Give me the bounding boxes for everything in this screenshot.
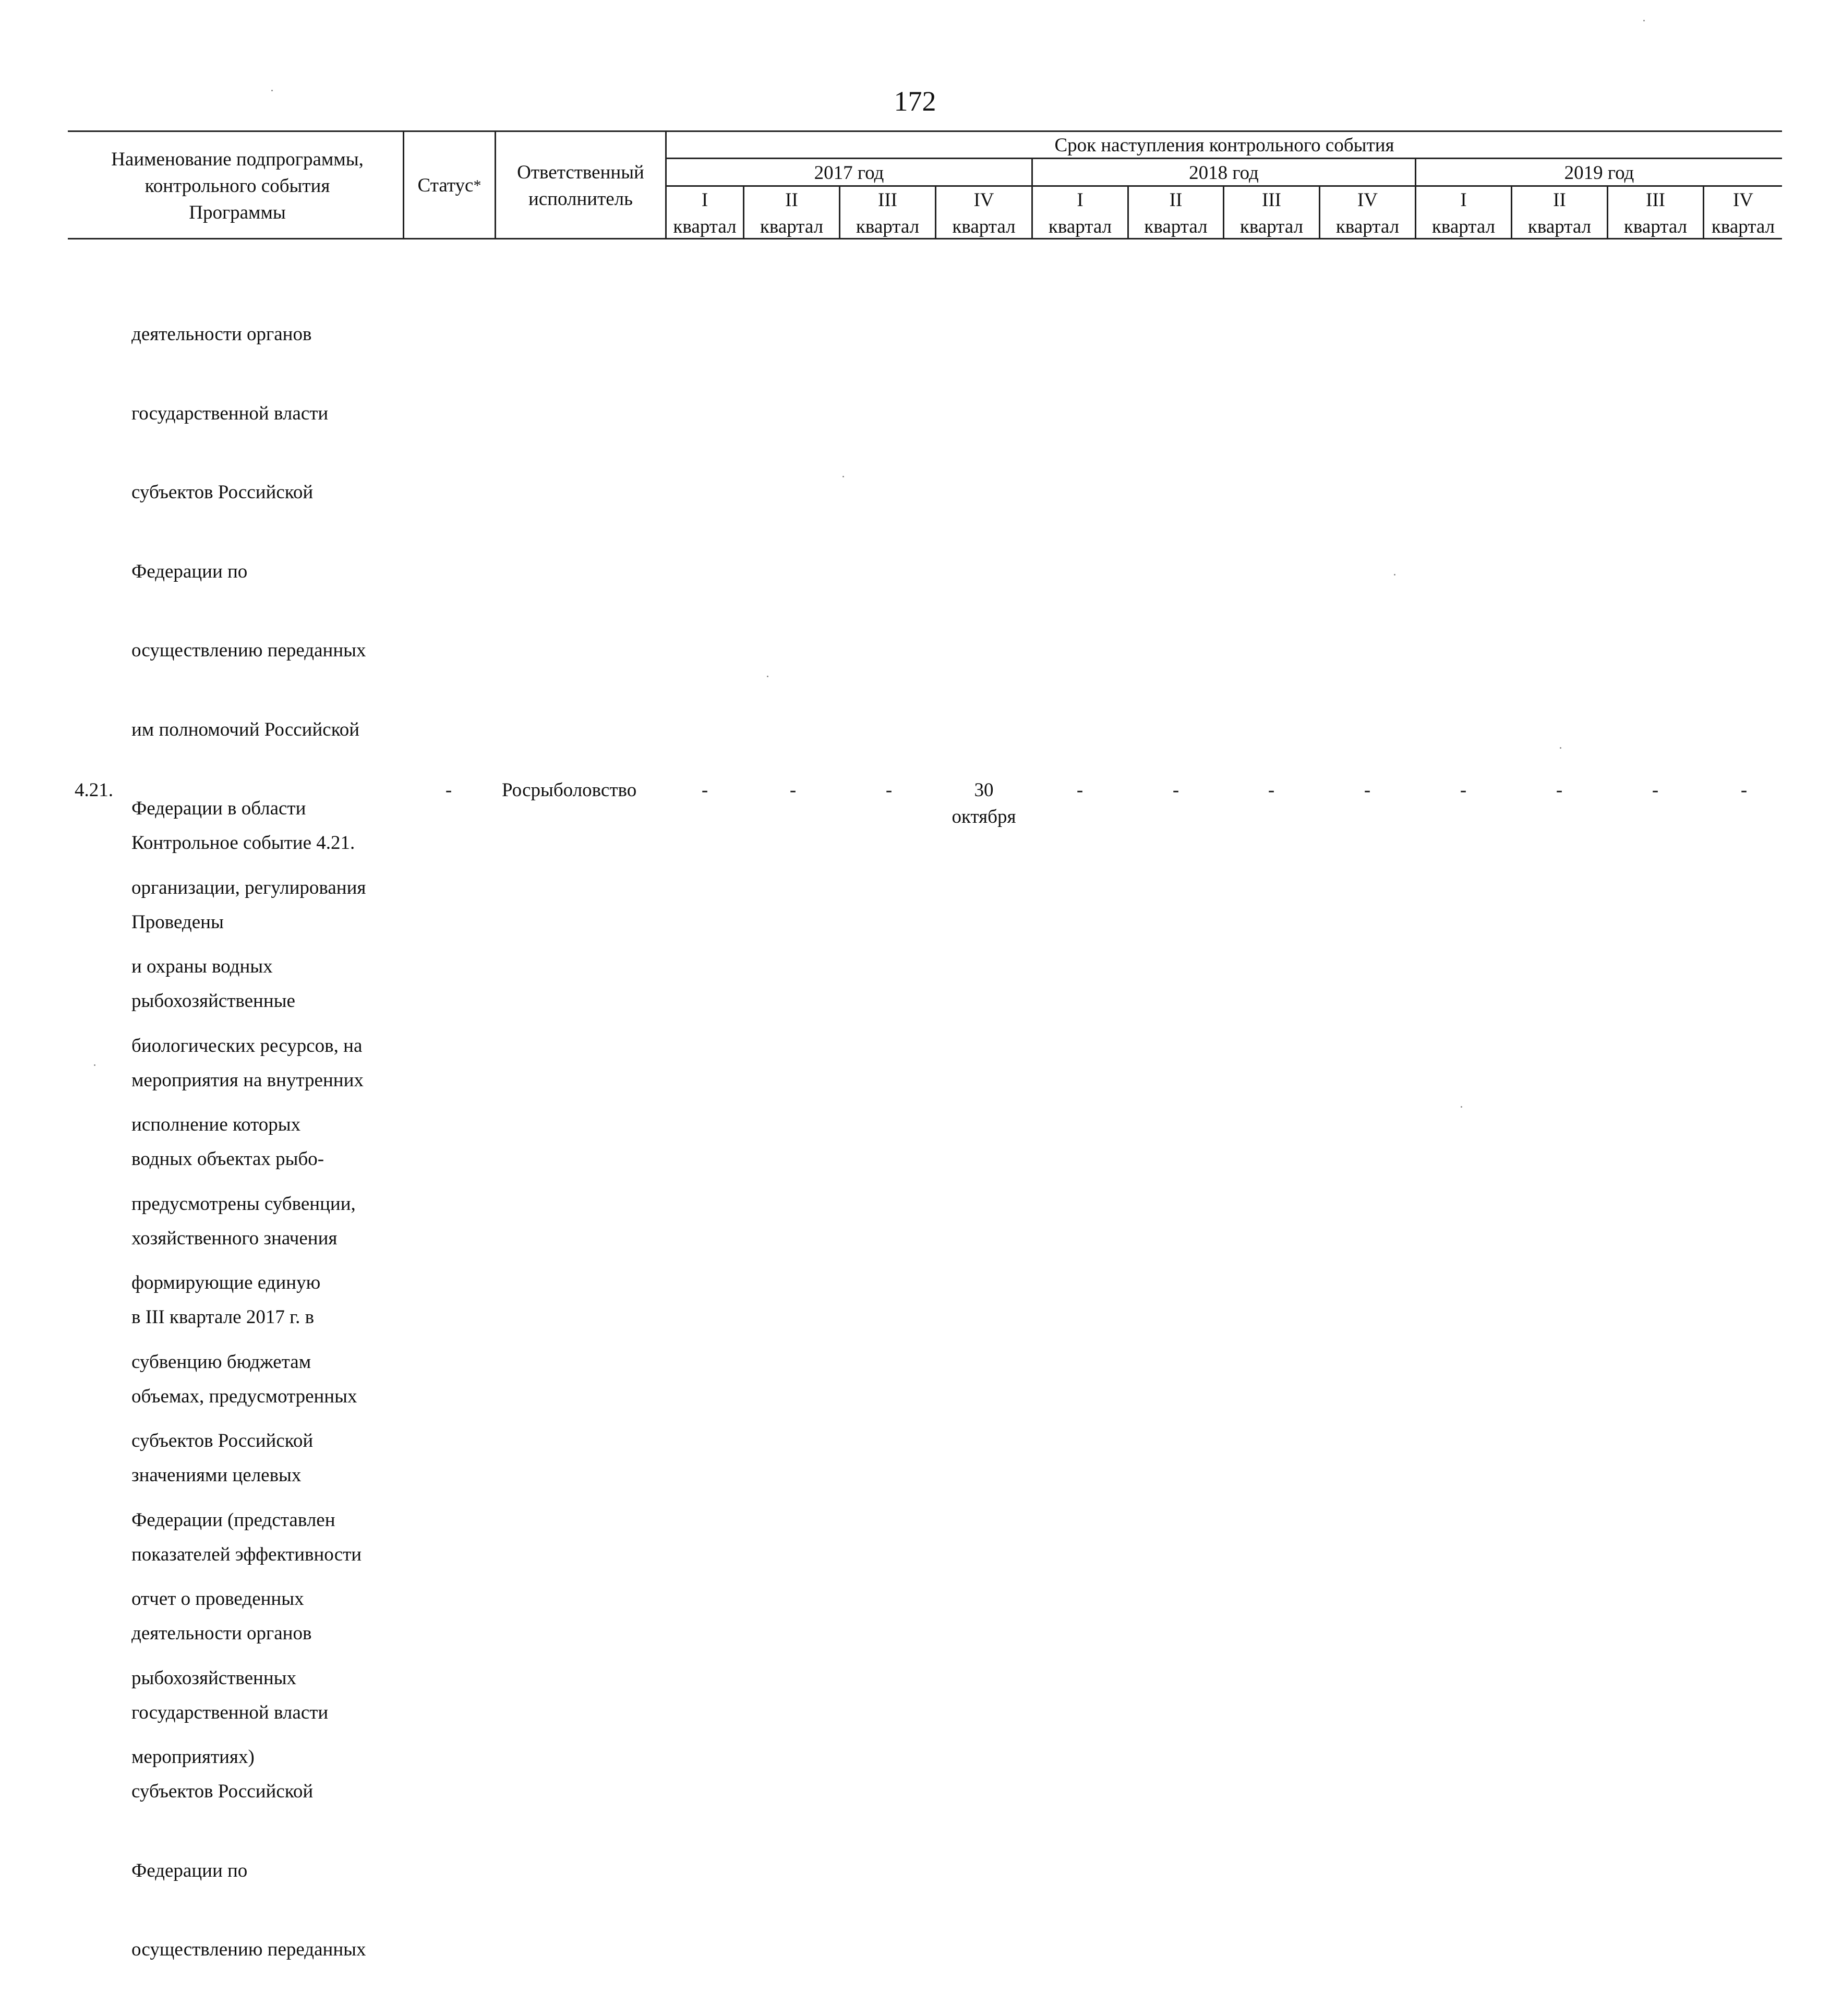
row-quarter-2018-3: - [1268,779,1275,801]
quarter-word: квартал [1711,216,1775,237]
row-text-line: предусмотрены субвенции, [131,1193,356,1215]
row-text-line: биологических ресурсов, на [131,1035,363,1057]
row-text [131,777,366,2016]
row-quarter-2019-3: - [1652,779,1659,801]
quarter-numeral: III [1262,189,1281,211]
row-text-line: деятельности органов [131,1623,312,1644]
row-text-line: мероприятия на внутренних [131,1069,364,1091]
row-quarter-2019-4: - [1740,779,1748,801]
scan-speck [94,1064,95,1066]
row-text-line: объемах, предусмотренных [131,1385,357,1407]
quarter-word: квартал [1144,216,1208,237]
quarter-word: квартал [1431,216,1496,237]
row-text-line: Федерации по [131,560,248,582]
row-text-line: Федерации по [131,1859,248,1881]
header-status-column [404,172,495,199]
header-quarter-2017-2 [744,187,839,240]
scan-speck [1394,574,1395,575]
header-quarter-2019-4 [1704,187,1782,240]
quarter-numeral: IV [973,189,994,211]
quarter-numeral: III [878,189,897,211]
row-quarter-2017-3: - [885,779,893,801]
header-executor-column [496,159,665,212]
quarter-word: квартал [1048,216,1112,237]
row-quarter-2019-1: - [1460,779,1467,801]
quarter-word: квартал [856,216,920,237]
row-executor: Росрыболовство [502,779,637,801]
row-quarter-2018-2: - [1172,779,1179,801]
row-text-line: государственной власти [131,402,329,424]
row-text-line: субъектов Российской [131,1430,314,1451]
row-quarter-2019-2: - [1556,779,1563,801]
scan-speck [1461,1106,1462,1108]
row-text-line: Федерации в области [131,798,306,819]
header-deadline-title: Срок наступления контрольного события [1054,134,1394,156]
row-text-line: осуществлению переданных [131,640,366,661]
header-quarter-2017-4 [936,187,1031,240]
row-number: 4.21. [75,779,113,801]
row-text-line: субъектов Российской [131,482,314,503]
row-text-line: рыбохозяйственных [131,1667,297,1689]
scan-speck [271,90,273,91]
quarter-numeral: II [1553,189,1566,211]
row-text-line: Проведены [131,911,224,933]
header-status-label: Статус [417,175,474,196]
row-text-line: мероприятиях) [131,1746,255,1768]
quarter-numeral: I [1460,189,1467,211]
row-text-line: исполнение которых [131,1114,301,1135]
header-quarter-2018-3 [1224,187,1319,240]
header-name-column [78,146,396,226]
header-quarter-2017-3 [840,187,935,240]
scan-speck [767,676,768,677]
header-quarter-2018-1 [1033,187,1127,240]
quarter-numeral: IV [1357,189,1378,211]
row-text-line: организации, регулирования [131,877,366,898]
header-quarter-2019-2 [1512,187,1607,240]
header-year-2018: 2018 год [1189,162,1259,184]
quarter-word: квартал [1335,216,1400,237]
header-quarter-2019-3 [1608,187,1703,240]
row-quarter-2017-1: - [701,779,708,801]
row-text-line: им полномочий Российской [131,718,360,740]
row-text-line: Контрольное событие 4.21. [131,832,355,854]
quarter-word: квартал [760,216,824,237]
header-quarter-2017-1 [667,187,743,240]
header-quarter-2018-2 [1129,187,1223,240]
quarter-numeral: II [785,189,798,211]
row-text-line: формирующие единую [131,1272,321,1293]
header-executor-line-2: исполнитель [528,188,633,210]
header-year-2017: 2017 год [814,162,884,184]
row-text-line: и охраны водных [131,956,273,977]
row-text-line: государственной власти [131,1701,329,1723]
row-quarter-2018-1: - [1076,779,1083,801]
row-text-line: субъектов Российской [131,1781,314,1802]
row-status: - [445,779,452,801]
quarter-word: квартал [673,216,737,237]
header-quarter-2018-4 [1320,187,1415,240]
quarter-word: квартал [1623,216,1688,237]
row-text-line: Федерации (представлен [131,1509,335,1531]
row-quarter-2018-4: - [1364,779,1371,801]
header-name-line-3: Программы [189,202,286,223]
header-year-2019: 2019 год [1564,162,1634,184]
quarter-numeral: I [1077,189,1083,211]
row-text-line: субвенцию бюджетам [131,1351,311,1373]
row-quarter-2017-2: - [789,779,797,801]
quarter-numeral: I [701,189,708,211]
quarter-numeral: IV [1732,189,1754,211]
row-text-line: осуществлению переданных [131,1939,366,1960]
row-text-line: рыбохозяйственные [131,990,295,1012]
quarter-numeral: III [1646,189,1665,211]
row-text-line: в III квартале 2017 г. в [131,1306,315,1328]
quarter-numeral: II [1169,189,1183,211]
page-number: 172 [894,86,936,117]
header-status-footnote-mark: * [473,176,481,194]
quarter-word: квартал [952,216,1016,237]
row-quarter-2017-4: 30 октября [952,779,1016,827]
scan-speck [842,476,844,477]
row-text-line: водных объектах рыбо- [131,1148,324,1170]
scan-speck [1643,20,1645,21]
header-name-line-2: контрольного события [145,175,330,197]
scan-speck [1560,747,1561,749]
header-quarter-2019-1 [1416,187,1511,240]
header-name-line-1: Наименование подпрограммы, [111,149,364,170]
quarter-word: квартал [1527,216,1592,237]
row-text-line: хозяйственного значения [131,1227,338,1249]
header-executor-line-1: Ответственный [517,162,644,183]
row-text-line: значениями целевых [131,1465,302,1486]
quarter-word: квартал [1239,216,1304,237]
row-text-line: показателей эффективности [131,1543,362,1565]
row-text-line: отчет о проведенных [131,1588,304,1610]
row-text-line: деятельности органов [131,323,312,345]
